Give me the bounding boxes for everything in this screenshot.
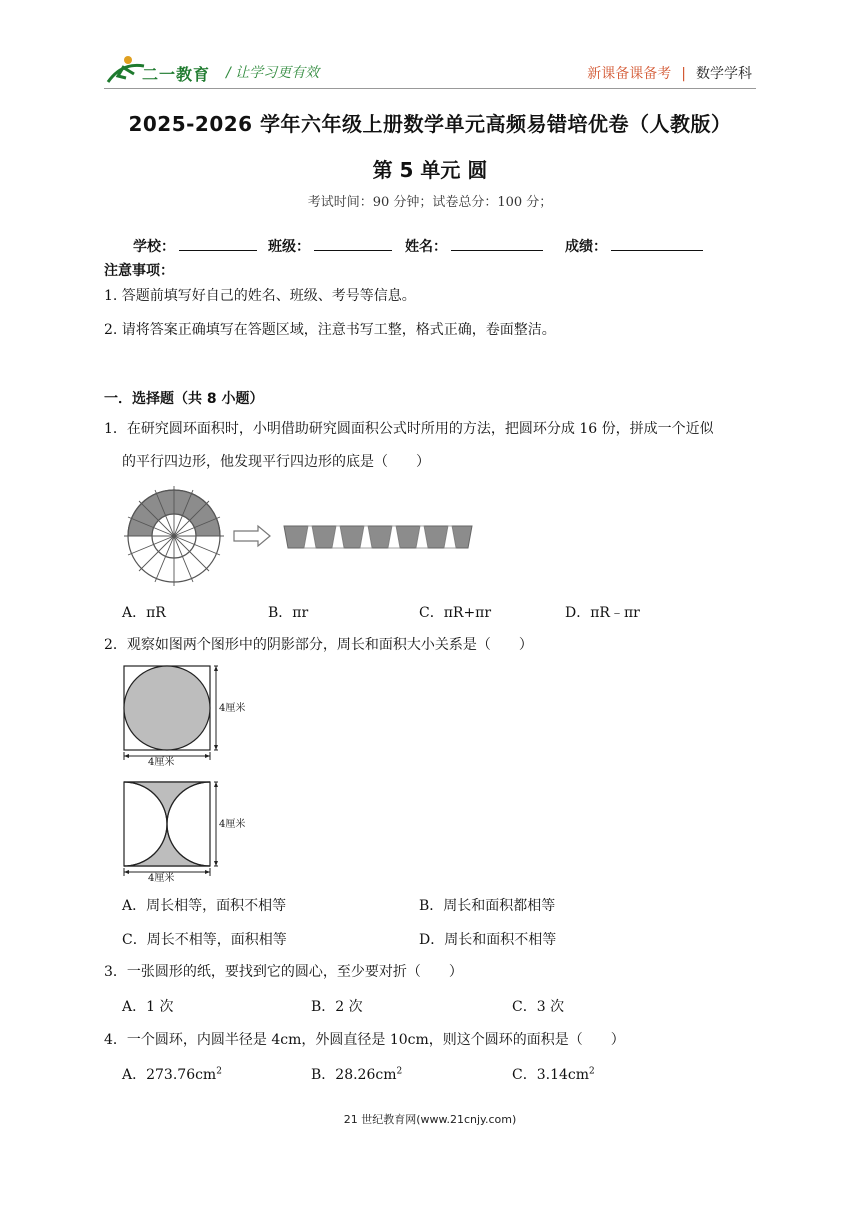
q4-option-a[interactable] — [122, 1064, 222, 1084]
page-title: 2025-2026 学年六年级上册数学单元高频易错培优卷（人教版） — [128, 112, 732, 136]
school-blank[interactable] — [179, 236, 257, 251]
school-field[interactable] — [133, 236, 257, 256]
class-label: 班级： — [268, 239, 310, 255]
square-concave-star-figure — [118, 662, 248, 770]
q2-option-c[interactable]: C．周长不相等，面积相等 — [122, 932, 287, 948]
q4-option-b[interactable] — [311, 1064, 402, 1084]
q3-option-a[interactable]: A．1 次 — [122, 999, 174, 1015]
fig1-bottom-label: 4厘米 — [148, 757, 175, 768]
q1-option-b[interactable]: B．πr — [268, 605, 309, 621]
q3-option-b[interactable]: B．2 次 — [311, 999, 363, 1015]
superscript: 2 — [216, 1066, 222, 1077]
class-blank[interactable] — [314, 236, 392, 251]
fig1-side-label: 4厘米 — [219, 703, 246, 714]
question-4: 4．一个圆环，内圆半径是 4cm，外圆直径是 10cm，则这个圆环的面积是（ ） — [104, 1032, 625, 1048]
slogan: / 让学习更有效 — [226, 65, 320, 81]
header-tag: 新课备课备考 — [587, 66, 672, 82]
notice-item: 1. 答题前填写好自己的姓名、班级、考号等信息。 — [104, 288, 416, 304]
q4-option-c[interactable] — [512, 1064, 595, 1084]
q3-option-c[interactable]: C．3 次 — [512, 999, 565, 1015]
question-1-line1: 1．在研究圆环面积时，小明借助研究圆面积公式时所用的方法，把圆环分成 16 份，拼成一个近似 — [104, 421, 714, 437]
fig2-bottom-label: 4厘米 — [148, 873, 175, 884]
ring-to-parallelogram-figure — [122, 486, 482, 586]
header-subject: 数学学科 — [696, 66, 752, 82]
question-3: 3．一张圆形的纸，要找到它的圆心，至少要对折（ ） — [104, 964, 463, 980]
q4-option-a-text: A．273.76cm — [122, 1067, 217, 1083]
logo-text: 二一教育 — [142, 65, 211, 84]
superscript: 2 — [396, 1066, 403, 1077]
q4-option-c-text: C．3.14cm — [512, 1067, 589, 1083]
header-separator: | — [681, 66, 686, 82]
q2-option-d[interactable]: D．周长和面积不相等 — [419, 932, 557, 948]
question-2: 2．观察如图两个图形中的阴影部分，周长和面积大小关系是（ ） — [104, 637, 533, 653]
class-field[interactable] — [268, 236, 392, 256]
notice-title: 注意事项： — [104, 263, 174, 279]
score-field[interactable] — [565, 236, 703, 256]
q1-option-c[interactable]: C．πR+πr — [419, 605, 492, 621]
name-blank[interactable] — [451, 236, 543, 251]
unit-title: 第 5 单元 圆 — [372, 158, 488, 182]
score-label: 成绩： — [565, 239, 607, 255]
notice-item: 2. 请将答案正确填写在答题区域，注意书写工整，格式正确，卷面整洁。 — [104, 322, 556, 338]
q1-option-d[interactable]: D．πR﹣πr — [565, 605, 640, 621]
school-label: 学校： — [133, 239, 175, 255]
q2-option-a[interactable]: A．周长相等，面积不相等 — [122, 898, 287, 914]
header-right — [587, 63, 752, 83]
section-heading: 一．选择题（共 8 小题） — [104, 391, 264, 407]
superscript: 2 — [589, 1066, 595, 1077]
name-label: 姓名： — [405, 239, 447, 255]
score-blank[interactable] — [611, 236, 703, 251]
footer-text: 21 世纪教育网(www.21cnjy.com) — [343, 1113, 517, 1126]
name-field[interactable] — [405, 236, 543, 256]
exam-info: 考试时间：90 分钟；试卷总分：100 分； — [307, 195, 553, 210]
q2-option-b[interactable]: B．周长和面积都相等 — [419, 898, 556, 914]
header-divider — [104, 88, 756, 89]
square-hourglass-figure — [118, 778, 248, 886]
question-1-line2: 的平行四边形，他发现平行四边形的底是（ ） — [122, 454, 430, 470]
q4-option-b-text: B．28.26cm — [311, 1067, 397, 1083]
fig2-side-label: 4厘米 — [219, 819, 246, 830]
q1-option-a[interactable]: A．πR — [122, 605, 166, 621]
